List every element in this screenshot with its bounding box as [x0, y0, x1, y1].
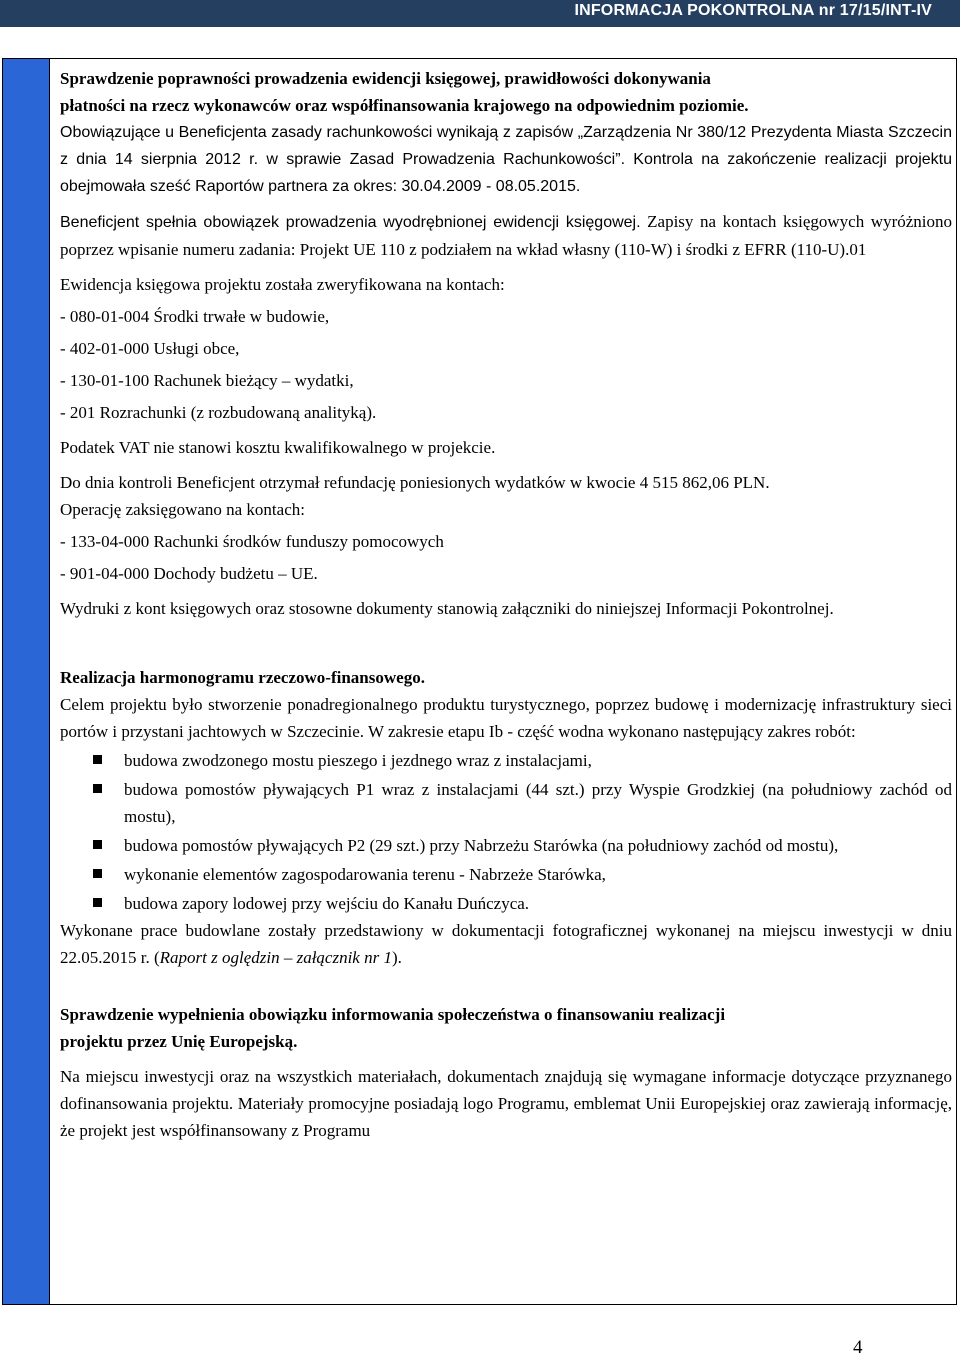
section3-heading-line2: projektu przez Unię Europejską. [60, 1032, 298, 1051]
list-item-text: budowa pomostów pływających P2 (29 szt.) przy Nabrzeżu Starówka (na południowy zachód od mostu), [124, 836, 839, 855]
list-item [60, 861, 952, 888]
section1-paragraph-verified-accounts: Ewidencja księgowa projektu została zweryfikowana na kontach: [60, 275, 505, 294]
account-line: - 402-01-000 Usługi obce, [60, 339, 240, 358]
photo-doc-text-end: ). [391, 948, 402, 967]
account-line: - 201 Rozrachunki (z rozbudowaną analityką). [60, 403, 377, 422]
list-item [60, 832, 952, 859]
section2-paragraph-project-goal: Celem projektu było stworzenie ponadregionalnego produktu turystycznego, poprzez budowę i modernizację infrastruktury sieci portów i przystani jachtowych w Szczecinie. W zakresie etapu Ib - część wodna wykonano następujący zakres robót: [60, 695, 952, 741]
list-item-text: budowa pomostów pływających P1 wraz z instalacjami (44 szt.) przy Wyspie Grodzkiej (na południowy zachód od mostu), [124, 780, 952, 826]
page-number: 4 [853, 1337, 863, 1358]
square-bullet-icon [93, 755, 102, 764]
section1-paragraph-separate-records [60, 208, 952, 263]
photo-doc-text-start: Wykonane prace budowlane zostały przedstawiony w dokumentacji fotograficznej wykonanej na miejscu inwestycji w dniu 22.05.2015 r. ( [60, 921, 952, 967]
section2-heading: Realizacja harmonogramu rzeczowo-finansowego. [60, 668, 425, 687]
square-bullet-icon [93, 898, 102, 907]
section2-paragraph-photo-documentation [60, 917, 952, 971]
square-bullet-icon [93, 784, 102, 793]
section1-heading [60, 65, 952, 119]
list-item-text: budowa zapory lodowej przy wejściu do Kanału Duńczyca. [124, 894, 530, 913]
section1-paragraph-operation-accounts: Operację zaksięgowano na kontach: [60, 500, 305, 519]
strip-divider [49, 59, 50, 1304]
square-bullet-icon [93, 840, 102, 849]
section1-heading-line2: płatności na rzecz wykonawców oraz współfinansowania krajowego na odpowiednim poziomie. [60, 96, 749, 115]
photo-doc-report-reference: Raport z oględzin – załącznik nr 1 [159, 948, 392, 967]
account-line: - 130-01-100 Rachunek bieżący – wydatki, [60, 371, 354, 390]
section3-heading [60, 1001, 952, 1055]
separate-records-sentence: Beneficjent spełnia obowiązek prowadzenia wyodrębnionej ewidencji księgowej. [60, 214, 641, 231]
list-item-text: wykonanie elementów zagospodarowania terenu - Nabrzeże Starówka, [124, 865, 606, 884]
section1-paragraph-vat: Podatek VAT nie stanowi kosztu kwalifikowalnego w projekcie. [60, 438, 496, 457]
left-color-strip [3, 59, 49, 1304]
list-item [60, 747, 952, 774]
section1-paragraph-printouts: Wydruki z kont księgowych oraz stosowne dokumenty stanowią załączniki do niniejszej Informacji Pokontrolnej. [60, 599, 834, 618]
section3-heading-line1: Sprawdzenie wypełnienia obowiązku informowania społeczeństwa o finansowaniu realizacji [60, 1005, 726, 1024]
account-markings-sentence: Zapisy na kontach księgowych wyróżniono poprzez wpisanie numeru zadania: Projekt UE 110 z podziałem na wkład własny (110-W) i środki z EFRR (110-U).01 [60, 212, 953, 259]
list-item [60, 890, 952, 917]
account-line: - 133-04-000 Rachunki środków funduszy pomocowych [60, 532, 444, 551]
section3-paragraph-information-duty: Na miejscu inwestycji oraz na wszystkich materiałach, dokumentach znajdują się wymagane informacje dotyczące przyznanego dofinansowania projektu. Materiały promocyjne posiadają logo Programu, emblemat Unii Europejskiej oraz zawierają informację, że projekt jest współfinansowany z Programu [60, 1067, 952, 1140]
list-item [60, 776, 952, 830]
account-line: - 080-01-004 Środki trwałe w budowie, [60, 307, 330, 326]
section1-heading-line1: Sprawdzenie poprawności prowadzenia ewidencji księgowej, prawidłowości dokonywania [60, 69, 711, 88]
document-title: INFORMACJA POKONTROLNA nr 17/15/INT-IV [574, 2, 932, 19]
works-list [60, 747, 952, 917]
main-content [60, 65, 952, 1144]
account-line: - 901-04-000 Dochody budżetu – UE. [60, 564, 318, 583]
section1-paragraph-accounting-rules: Obowiązujące u Beneficjenta zasady rachunkowości wynikają z zapisów „Zarządzenia Nr 380/12 Prezydenta Miasta Szczecin z dnia 14 sierpnia 2012 r. w sprawie Zasad Prowadzenia Rachunkowości”. Kontrola na zakończenie realizacji projektu obejmowała sześć Raportów partnera za okres: 30.04.2009 - 08.05.2015. [60, 124, 952, 195]
section1-paragraph-refund: Do dnia kontroli Beneficjent otrzymał refundację poniesionych wydatków w kwocie 4 515 862,06 PLN. [60, 473, 770, 492]
list-item-text: budowa zwodzonego mostu pieszego i jezdnego wraz z instalacjami, [124, 751, 592, 770]
header-bar [0, 0, 960, 27]
square-bullet-icon [93, 869, 102, 878]
